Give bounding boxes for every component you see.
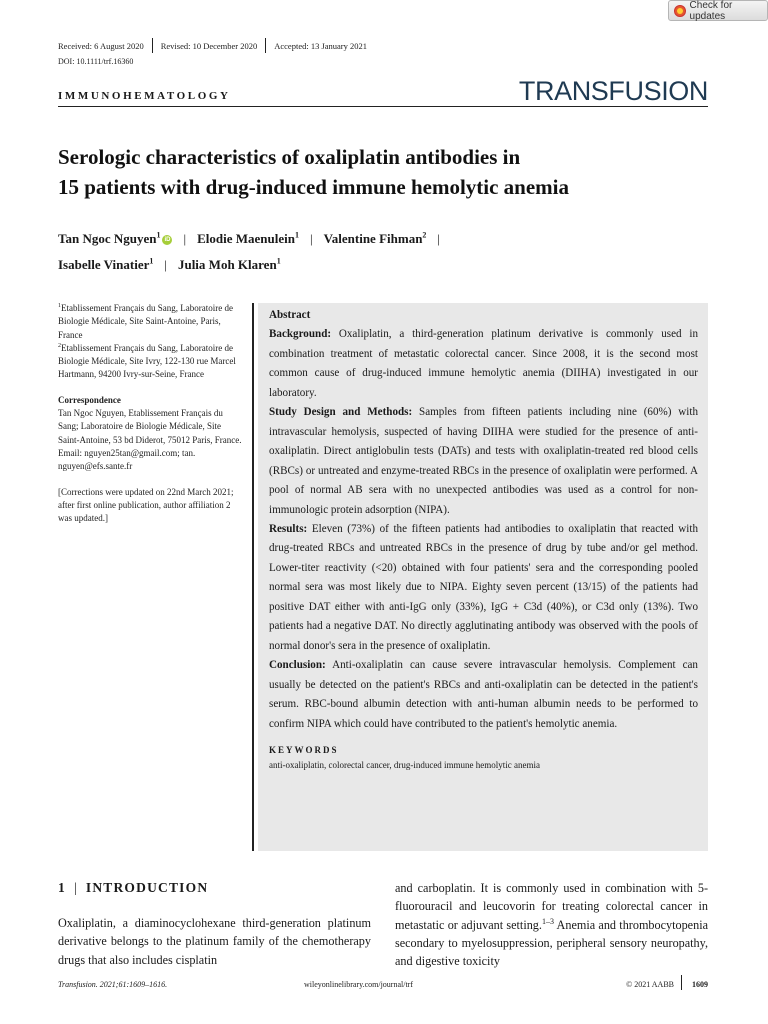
intro-paragraph-right (395, 879, 708, 970)
methods-label: Study Design and Methods: (269, 406, 413, 419)
conclusion-label: Conclusion: (269, 659, 326, 672)
abstract-conclusion (269, 656, 698, 734)
background-label: Background: (269, 328, 332, 341)
correspondence-email[interactable]: Email: nguyen25tan@gmail.com; tan. nguyen@efs.sante.fr (58, 447, 196, 472)
section-category: IMMUNOHEMATOLOGY (58, 90, 231, 102)
abstract-background (269, 325, 698, 403)
author-separator: | (164, 257, 167, 272)
affiliation-marker: 1 (294, 230, 299, 240)
intro-text: Anemia and thrombocytopenia secondary to myelosuppression, peripheral sensory neuropathy, and digestive toxicity (395, 917, 708, 969)
intro-text: and carboplatin. It is commonly used in combination with 5-fluorouracil and leucovorin for treating colorectal cancer in metastatic or adjuvant setting. (395, 881, 708, 932)
correspondence-heading: Correspondence (58, 394, 121, 405)
affiliation-marker: 1 (149, 256, 154, 266)
methods-text: Samples from fifteen patients including nine (60%) with intravascular hemolysis, suspected of having DIIHA were studied for the presence of anti-oxaliplatin. Direct antiglobulin tests (DATs) and tests with oxaliplatin-treated red blood cells (RBCs) or untreated and enzyme-treated RBCs in the presence of oxaliplatin were performed. A pool of normal AB sera with no unexpected antibodies was used as a control for non-immunologic protein adsorption (NIPA). (269, 406, 698, 516)
footer-divider (681, 975, 682, 990)
citation-text: Transfusion. 2021;61:1609–1616. (58, 980, 168, 989)
keywords-list: anti-oxaliplatin, colorectal cancer, drug-induced immune hemolytic anemia (269, 759, 541, 770)
author-separator: | (437, 231, 441, 246)
footer-copyright: © 2021 AABB (626, 980, 674, 989)
affiliation-text: Etablissement Français du Sang, Laboratoire de Biologie Médicale, Site Saint-Antoine, Paris, France (58, 303, 233, 340)
affiliation-text: Etablissement Français du Sang, Laboratoire de Biologie Médicale, Site Ivry, 122-130 rue Marcel Hartmann, 94200 Ivry-sur-Seine, France (58, 342, 236, 380)
abstract-heading: Abstract (269, 309, 311, 321)
section-heading-introduction (58, 880, 208, 896)
section-number: 1 (58, 880, 66, 895)
author-separator: | (309, 231, 313, 246)
check-for-updates-label: Check for updates (689, 0, 733, 22)
crossmark-icon (674, 5, 686, 17)
doi[interactable]: DOI: 10.1111/trf.16360 (58, 57, 134, 66)
background-text: Oxaliplatin, a third-generation platinum derivative is commonly used in combination treatment of metastatic colorectal cancer. Since 2008, it is the second most common cause of drug-induced immune hemolytic anemia (DIIHA) investigated in our laboratory. (269, 328, 698, 399)
author-name[interactable]: Valentine Fihman (323, 231, 423, 246)
title-line-1: Serologic characteristics of oxaliplatin antibodies in (58, 145, 521, 169)
heading-separator: | (73, 880, 78, 895)
abstract-results (269, 520, 698, 656)
abstract-box (258, 303, 708, 851)
author-name[interactable]: Tan Ngoc Nguyen (58, 231, 157, 246)
author-separator: | (183, 231, 187, 246)
corrections-note: [Corrections were updated on 22nd March 2021; after first online publication, author affiliation 2 was updated.] (58, 486, 234, 524)
author-name[interactable]: Julia Moh Klaren (177, 257, 277, 272)
orcid-icon[interactable]: iD (164, 237, 171, 243)
section-title: INTRODUCTION (85, 880, 209, 895)
divider (265, 38, 266, 53)
affiliation-marker: 1 (276, 256, 281, 266)
affiliation-number: 1 (58, 303, 61, 309)
reference-citation[interactable]: 1–3 (541, 916, 554, 926)
affiliation-2 (58, 342, 244, 382)
conclusion-text: Anti-oxaliplatin can cause severe intravascular hemolysis. Complement can usually be detected on the patient's RBCs and anti-oxaliplatin can be detected in the patient's serum. RBC-bound albumin detection with anti-human albumin needs to be performed to confirm NIPA which could have contributed to the patient's hemolytic anemia. (269, 659, 698, 730)
abstract-rule (252, 303, 254, 851)
correspondence-address: Tan Ngoc Nguyen, Etablissement Français du Sang; Laboratoire de Biologie Médicale, Site Saint-Antoine, 53 bd Diderot, 75012 Paris, France. (58, 408, 242, 445)
header-divider (58, 106, 708, 107)
sidebar-affiliations (58, 302, 244, 525)
abstract-methods (269, 403, 698, 520)
results-label: Results: (269, 522, 308, 535)
footer-citation (58, 980, 167, 989)
check-for-updates-button[interactable] (668, 0, 768, 21)
affiliation-marker: 2 (422, 230, 427, 240)
accepted-date: Accepted: 13 January 2021 (274, 40, 368, 51)
affiliation-number: 2 (58, 342, 61, 349)
page-number: 1609 (692, 980, 708, 989)
author-list (58, 226, 708, 278)
affiliation-marker: 1 (156, 230, 161, 240)
divider (152, 38, 153, 53)
affiliation-1 (58, 302, 244, 342)
title-line-2: 15 patients with drug-induced immune hemolytic anemia (58, 175, 570, 199)
intro-paragraph-left: Oxaliplatin, a diaminocyclohexane third-generation platinum derivative belongs to the platinum family of the chemotherapy drugs that also includes cisplatin (58, 916, 371, 967)
revised-date: Revised: 10 December 2020 (160, 40, 258, 51)
journal-logo: TRANSFUSION (518, 76, 708, 106)
author-name[interactable]: Elodie Maenulein (197, 231, 295, 246)
author-name[interactable]: Isabelle Vinatier (58, 257, 150, 272)
footer-url[interactable]: wileyonlinelibrary.com/journal/trf (304, 980, 414, 989)
results-text: Eleven (73%) of the fifteen patients had antibodies to oxaliplatin that reacted with drug-treated RBCs and untreated RBCs in the presence of drug by tube and/or gel method. Lower-titer reactivity (<20) obtained with four patients' sera and the corresponding pooled normal sera was most likely due to NIPA. Eighty seven percent (13/15) of the patients had positive DAT either with anti-IgG only (33%), IgG + C3d (40%), or C3d only (13%). Two patients had a negative DAT. No directly agglutinating antibody was observed with the pools of normal donor's sera in the presence of oxaliplatin. (269, 522, 699, 652)
keywords-heading: KEYWORDS (269, 744, 339, 755)
received-date: Received: 6 August 2020 (58, 40, 144, 51)
article-dates (58, 38, 367, 53)
article-title (58, 142, 708, 202)
